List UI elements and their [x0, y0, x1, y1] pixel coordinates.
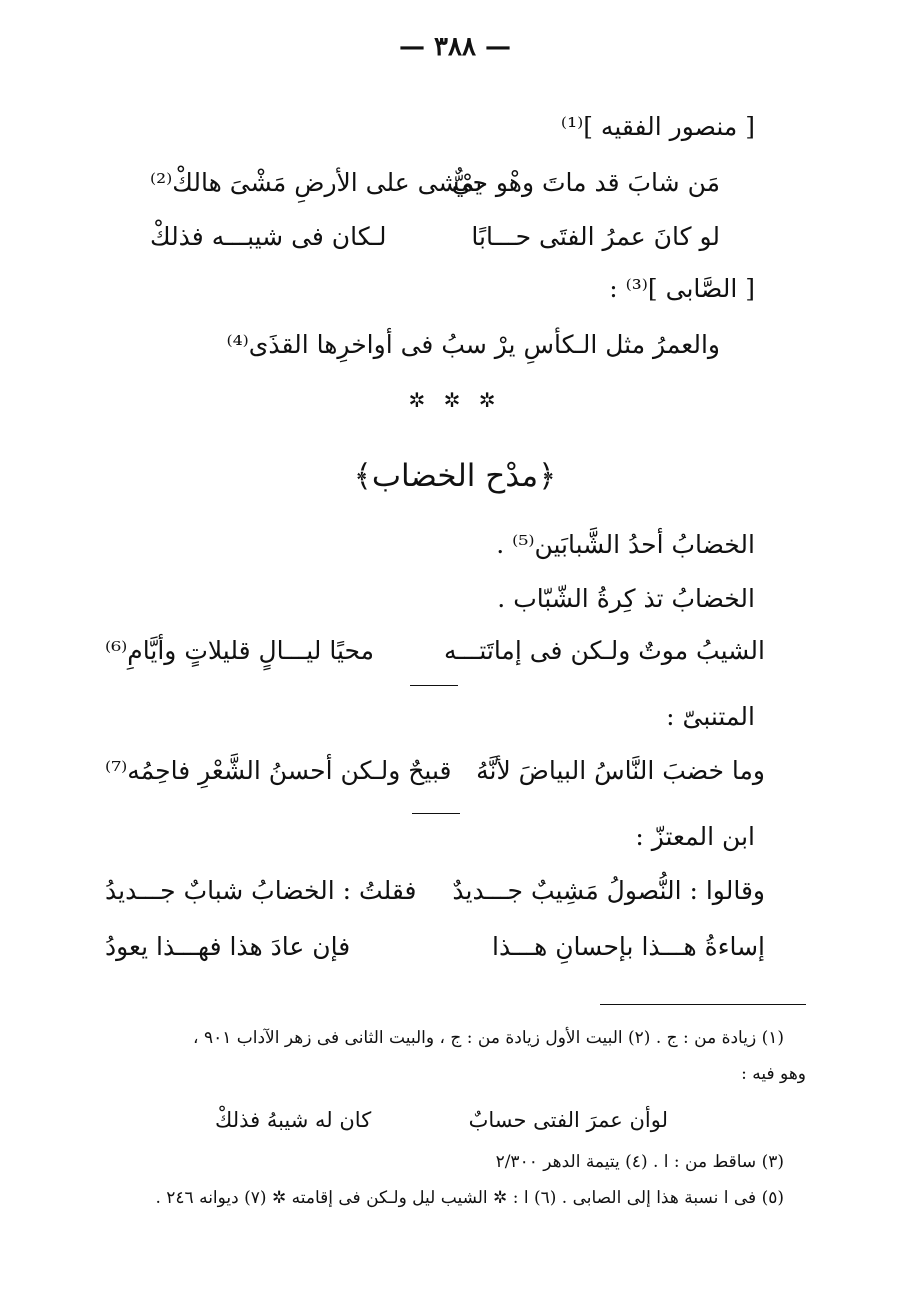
section-title: ﴿مدْح الخضاب﴾ — [353, 458, 557, 494]
footnote-separator — [600, 1004, 806, 1005]
section-divider-stars: ✲ ✲ ✲ — [408, 388, 502, 412]
verse-mutazz1-first: وقالوا : النُّصولُ مَشِيبٌ جـــديدٌ — [452, 876, 765, 905]
poet-label-mutanabbi: المتنبىّ : — [666, 702, 755, 731]
verse-mutanabbi-second: قبيحٌ ولـكن أحسنُ الشَّعْرِ فاحِمُه⁽⁷⁾ — [105, 756, 452, 785]
verse1-first-hemistich: مَن شابَ قد ماتَ وهْو حيٌّ — [451, 168, 720, 197]
poet-label-mutazz: ابن المعتزّ : — [635, 822, 755, 851]
footnote-2-cont: وهو فيه : — [741, 1064, 806, 1084]
footnote-5-7: (٥) فى ا نسبة هذا إلى الصابى . (٦) ا : ✲ الشيب ليل ولـكن فى إقامته ✲ (٧) ديوانه ٢٤٦ . — [155, 1188, 784, 1208]
verse1-second-hemistich: يمْشى على الأرضِ مَشْىَ هالكْ⁽²⁾ — [150, 168, 483, 197]
verse3: والعمرُ مثل الـكأسِ يرْ سبُ فى أواخرِها القذَى⁽⁴⁾ — [226, 330, 720, 359]
verse2-first-hemistich: لو كانَ عمرُ الفتَى حـــابًا — [471, 222, 720, 251]
poet-label-mansur: [ منصور الفقيه ]⁽¹⁾ — [560, 112, 755, 141]
poet-label-sabi: [ الصَّابى ]⁽³⁾ : — [609, 274, 755, 303]
footnote-3-4: (٣) ساقط من : ا . (٤) يتيمة الدهر ٢/٣٠٠ — [495, 1152, 784, 1172]
section-line2: الخضابُ تذ كِرةُ الشّبّاب . — [497, 584, 755, 613]
verse-shayb-first: الشيبُ موتٌ ولـكن فى إماتَتـــه — [443, 636, 765, 665]
verse2-second-hemistich: لـكان فى شيبـــه فذلكْ — [150, 222, 387, 251]
verse-mutazz1-second: فقلتُ : الخضابُ شبابٌ جـــديدُ — [105, 876, 417, 905]
footnote-verse-first: لوأن عمرَ الفتى حسابٌ — [468, 1108, 668, 1132]
verse-shayb-second: محيًا ليـــالٍ قليلاتٍ وأيَّامِ⁽⁶⁾ — [105, 636, 375, 665]
hemistich-rule — [412, 813, 460, 814]
hemistich-rule — [410, 685, 458, 686]
verse-mutanabbi-first: وما خضبَ النَّاسُ البياضَ لأنَّهُ — [476, 756, 765, 785]
section-line1: الخضابُ أحدُ الشَّبابَين⁽⁵⁾ . — [496, 530, 755, 559]
page-number: — ٣٨٨ — — [398, 32, 512, 62]
footnote-verse-second: كان له شيبهُ فذلكْ — [215, 1108, 372, 1132]
footnote-1-2: (١) زيادة من : ج . (٢) البيت الأول زيادة من : ج ، والبيت الثانى فى زهر الآداب ٩٠١ ، — [193, 1028, 784, 1048]
verse-mutazz2-second: فإن عادَ هذا فهـــذا يعودُ — [105, 932, 351, 961]
verse-mutazz2-first: إساءةُ هـــذا بإحسانِ هـــذا — [492, 932, 765, 961]
